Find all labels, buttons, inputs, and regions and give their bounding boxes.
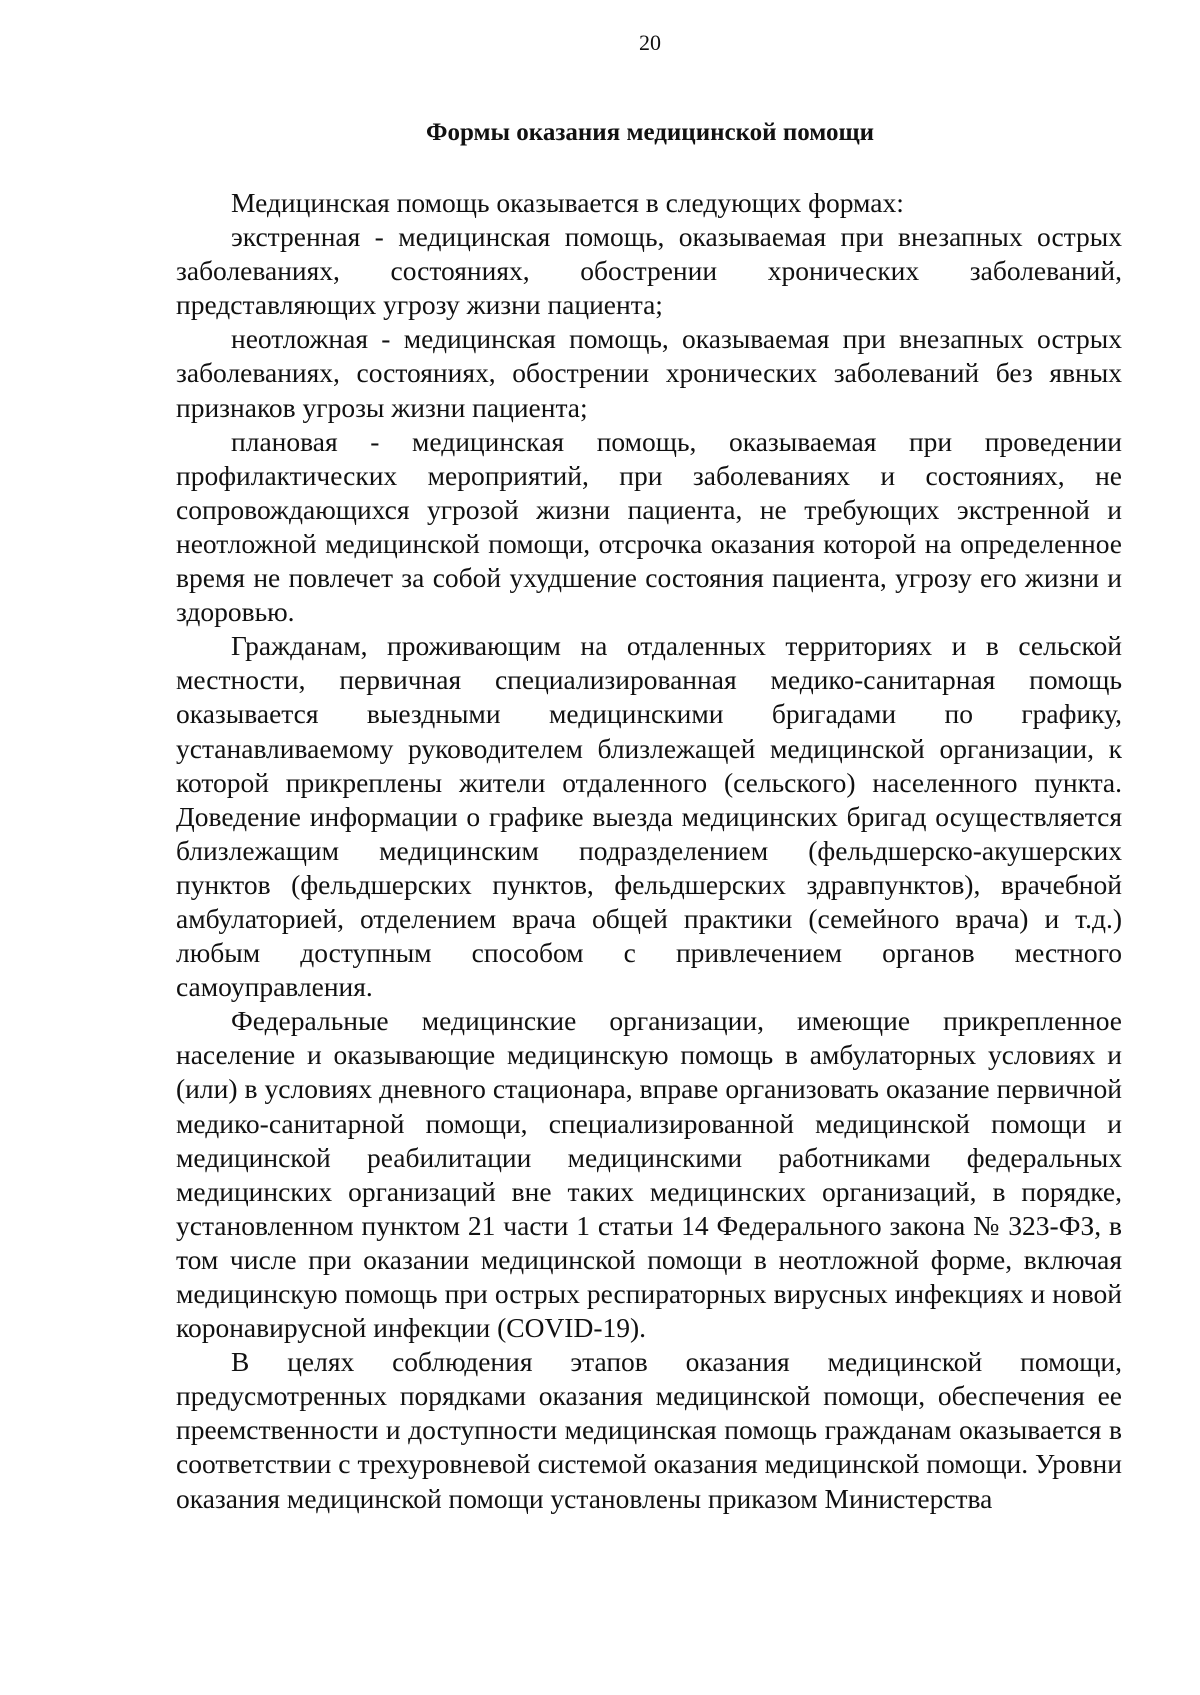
paragraph-urgent: неотложная - медицинская помощь, оказываемая при внезапных острых заболеваниях, состояниях, обострении хронических заболеваний без явных признаков угрозы жизни пациента; <box>176 323 1122 423</box>
paragraph-rural-care: Гражданам, проживающим на отдаленных территориях и в сельской местности, первичная специализированная медико-санитарная помощь оказывается выездными медицинскими бригадами по графику, устанавливаемому руководителем близлежащей медицинской организации, к которой прикреплены жители отдаленного (сельского) населенного пункта. Доведение информации о графике выезда медицинских бригад осуществляется близлежащим медицинским подразделением (фельдшерско-акушерских пунктов (фельдшерских пунктов, фельдшерских здравпунктов), врачебной амбулаторией, отделением врача общей практики (семейного врача) и т.д.) любым доступным способом с привлечением органов местного самоуправления. <box>176 630 1122 1003</box>
page-number: 20 <box>639 30 661 55</box>
paragraph-federal-organizations: Федеральные медицинские организации, имеющие прикрепленное население и оказывающие медицинскую помощь в амбулаторных условиях и (или) в условиях дневного стационара, вправе организовать оказание первичной медико-санитарной помощи, специализированной медицинской помощи и медицинской реабилитации медицинскими работниками федеральных медицинских организаций вне таких медицинских организаций, в порядке, установленном пунктом 21 части 1 статьи 14 Федерального закона № 323-ФЗ, в том числе при оказании медицинской помощи в неотложной форме, включая медицинскую помощь при острых респираторных вирусных инфекциях и новой коронавирусной инфекции (COVID-19). <box>176 1005 1122 1344</box>
section-title: Формы оказания медицинской помощи <box>426 119 874 146</box>
paragraph-intro: Медицинская помощь оказывается в следующих формах: <box>231 187 904 218</box>
paragraph-emergency: экстренная - медицинская помощь, оказываемая при внезапных острых заболеваниях, состояниях, обострении хронических заболеваний, представляющих угрозу жизни пациента; <box>176 221 1122 321</box>
paragraph-care-levels: В целях соблюдения этапов оказания медицинской помощи, предусмотренных порядками оказания медицинской помощи, обеспечения ее преемственности и доступности медицинская помощь гражданам оказывается в соответствии с трехуровневой системой оказания медицинской помощи. Уровни оказания медицинской помощи установлены приказом Министерства <box>176 1346 1122 1514</box>
body-text <box>176 186 1122 1516</box>
paragraph-planned: плановая - медицинская помощь, оказываемая при проведении профилактических мероприятий, при заболеваниях и состояниях, не сопровождающихся угрозой жизни пациента, не требующих экстренной и неотложной медицинской помощи, отсрочка оказания которой на определенное время не повлечет за собой ухудшение состояния пациента, угрозу его жизни и здоровью. <box>176 425 1122 628</box>
